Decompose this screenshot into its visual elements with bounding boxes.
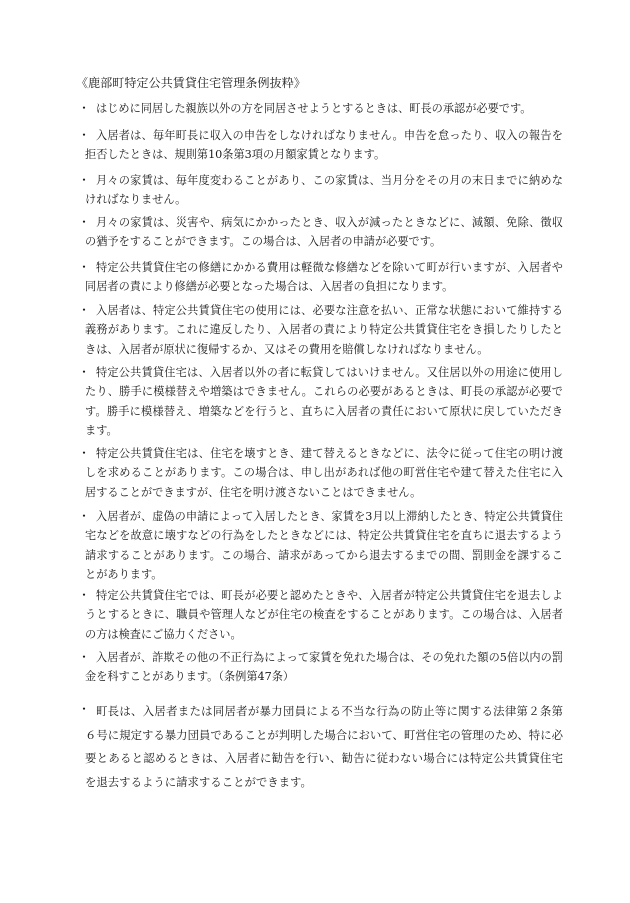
list-item-text: 入居者は、毎年町長に収入の申告をしなければなりません。申告を怠ったり、収入の報告を拒否したときは、規則第10条第3項の月額家賃となります。 <box>85 129 563 162</box>
bullet-icon: ・ <box>78 260 91 274</box>
list-item-text: 入居者は、特定公共賃貸住宅の使用には、必要な注意を払い、正常な状態において維持する義務があります。これに違反したり、入居者の責により特定公共賃貸住宅をき損したりしたときは、入居者が原状に復帰するか、又はその費用を賠償しなければなりません。 <box>85 304 563 356</box>
list-item-text: 月々の家賃は、毎年度変わることがあり、この家賃は、当月分をその月の末日までに納めなければなりません。 <box>85 174 563 207</box>
bullet-icon: ・ <box>78 303 91 317</box>
bullet-icon: ・ <box>78 650 91 664</box>
list-item-text: はじめに同居した親族以外の方を同居させようとするときは、町長の承認が必要です。 <box>96 102 532 115</box>
list-item-text: 特定公共賃貸住宅では、町長が必要と認めたときや、入居者が特定公共賃貸住宅を退去しようとするときに、職員や管理人などが住宅の検査をすることがあります。この場合は、入居者の方は検査にご協力ください。 <box>85 589 563 641</box>
list-item-text: 入居者が、詐欺その他の不正行為によって家賃を免れた場合は、その免れた額の5倍以内の罰金を科すことがあります。（条例第47条） <box>85 651 563 684</box>
bullet-icon: ・ <box>78 128 91 142</box>
bullet-icon: ・ <box>78 173 91 187</box>
list-item-text: 町長は、入居者または同居者が暴力団員による不当な行為の防止等に関する法律第２条第６号に規定する暴力団員であることが判明した場合において、町営住宅の管理のため、特に必要とあると認めるときは、入居者に勧告を行い、勧告に従わない場合には特定公共賃貸住宅を退去するように請求することができます。 <box>85 704 563 789</box>
bullet-icon: ・ <box>78 101 91 115</box>
bullet-icon: ・ <box>78 509 91 523</box>
list-item-text: 特定公共賃貸住宅は、住宅を壊すとき、建て替えるときなどに、法令に従って住宅の明け渡しを求めることがあります。この場合は、申し出があれば他の町営住宅や建て替えた住宅に入居することができますが、住宅を明け渡さないことはできません。 <box>85 447 563 499</box>
bullet-icon: ・ <box>78 215 91 229</box>
bullet-icon: ・ <box>78 365 91 379</box>
list-item-text: 月々の家賃は、災害や、病気にかかったとき、収入が減ったときなどに、減額、免除、徴収の猶予をすることができます。この場合は、入居者の申請が必要です。 <box>85 216 563 249</box>
bullet-icon: ・ <box>78 702 91 716</box>
list-item-text: 特定公共賃貸住宅の修繕にかかる費用は軽微な修繕などを除いて町が行いますが、入居者や同居者の責により修繕が必要となった場合は、入居者の負担になります。 <box>85 261 563 294</box>
list-item-text: 特定公共賃貸住宅は、入居者以外の者に転貸してはいけません。又住居以外の用途に使用したり、勝手に模様替えや増築はできません。これらの必要があるときは、町長の承認が必要です。勝手に模様替え、増築などを行うと、直ちに入居者の責任において原状に戻していただきます。 <box>85 366 563 437</box>
document-heading: 《鹿部町特定公共賃貸住宅管理条例抜粋》 <box>76 76 306 90</box>
bullet-icon: ・ <box>78 446 91 460</box>
list-item-text: 入居者が、虚偽の申請によって入居したとき、家賃を3月以上滞納したとき、特定公共賃貸住宅などを故意に壊すなどの行為をしたときなどには、特定公共賃貸住宅を直ちに退去するよう請求することがあります。この場合、請求があってから退去するまでの間、罰則金を課することがあります。 <box>85 510 563 581</box>
bullet-icon: ・ <box>78 588 91 602</box>
